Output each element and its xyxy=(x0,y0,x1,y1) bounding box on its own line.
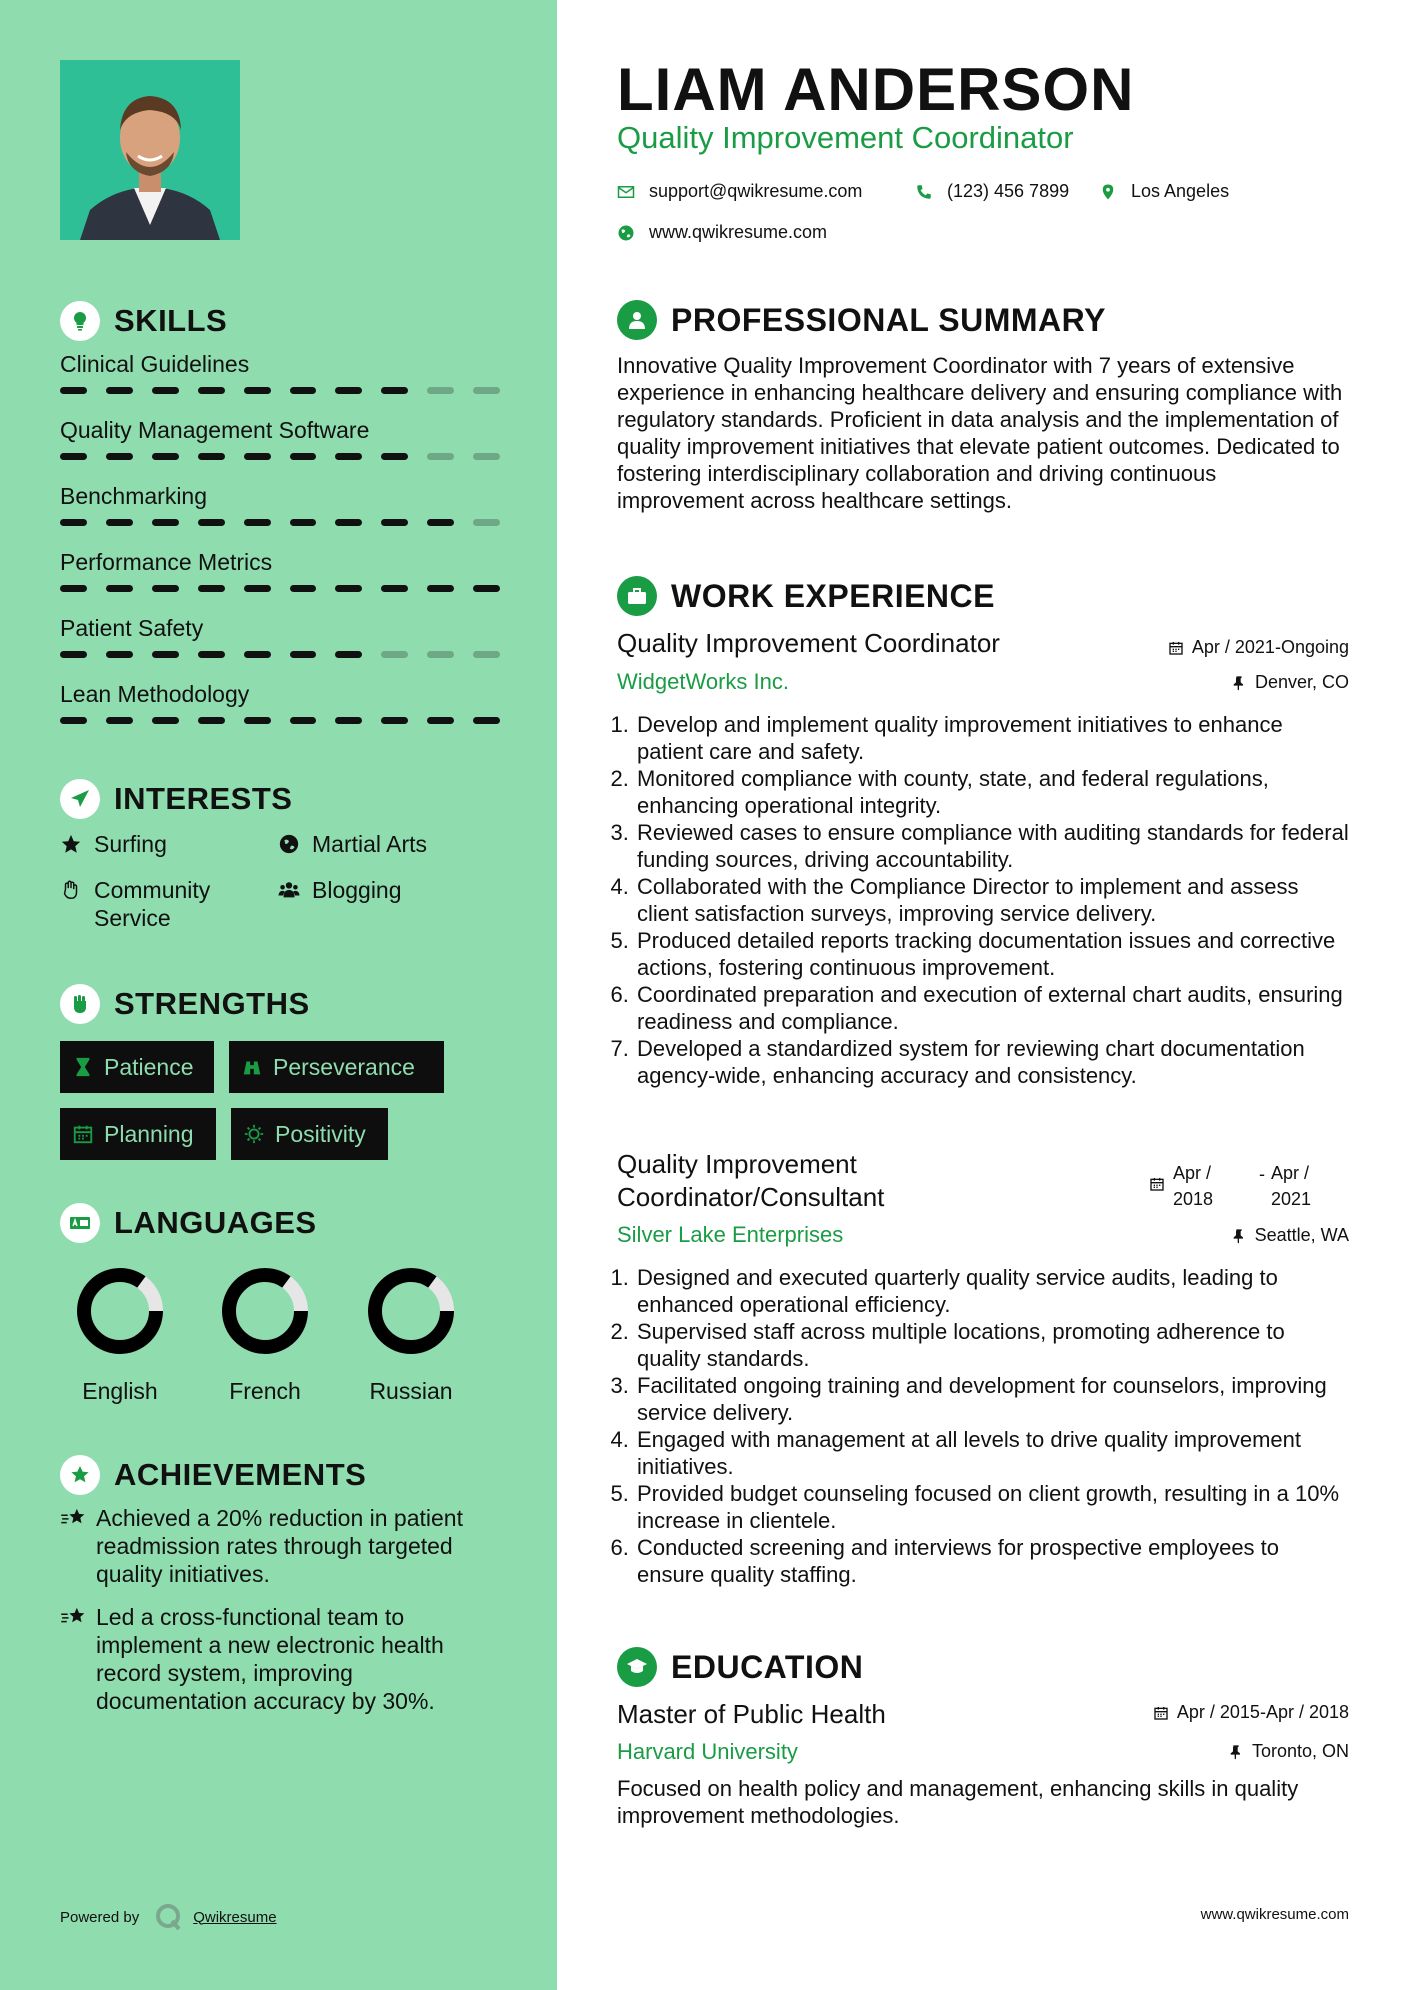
binoculars-icon xyxy=(241,1056,263,1078)
skill-level-dot xyxy=(60,519,87,526)
map-pin-icon xyxy=(1099,183,1117,201)
interest-item xyxy=(60,876,260,932)
interest-item xyxy=(278,830,427,858)
achievements-title: ACHIEVEMENTS xyxy=(114,1457,367,1492)
skill-level-dot xyxy=(473,585,500,592)
summary-text: Innovative Quality Improvement Coordinator with 7 years of extensive experience in enhancing healthcare delivery and ensuring compliance with regulatory standards. Proficient in data analysis and the implementation of quality improvement initiatives that elevate patient outcomes. Dedicated to fostering interdisciplinary collaboration and driving continuous improvement across healthcare settings. xyxy=(617,353,1343,513)
job-bullet: 1. Develop and implement quality improvement initiatives to enhance patient care and safety. xyxy=(635,711,1352,765)
job-bullet: 5. Produced detailed reports tracking documentation issues and corrective actions, fostering continuous improvement. xyxy=(635,927,1352,981)
medal-star-icon xyxy=(60,1455,100,1495)
skill-level-dot xyxy=(244,519,271,526)
school-name: Harvard University xyxy=(617,1739,798,1764)
pushpin-icon xyxy=(1228,1744,1244,1760)
skill-level-dot xyxy=(244,387,271,394)
skill-name: Lean Methodology xyxy=(60,681,250,707)
skill-level-dot xyxy=(381,453,408,460)
job-date-separator: - xyxy=(1259,1164,1265,1184)
skill-level-dot xyxy=(473,717,500,724)
interest-item xyxy=(60,830,167,858)
skill-item xyxy=(60,547,500,592)
skill-name: Patient Safety xyxy=(60,615,204,641)
language-item xyxy=(351,1266,471,1405)
skill-level-dot xyxy=(427,717,454,724)
job-location xyxy=(1231,1225,1349,1246)
interest-label: Community Service xyxy=(94,877,211,931)
job-company: Silver Lake Enterprises xyxy=(617,1222,844,1247)
job-bullets xyxy=(617,711,1352,1089)
skill-level-meter xyxy=(60,585,500,592)
interest-label: Surfing xyxy=(94,831,167,857)
interest-label: Martial Arts xyxy=(312,831,428,857)
skill-level-dot xyxy=(290,387,317,394)
skill-level-dot xyxy=(427,453,454,460)
sidebar xyxy=(0,0,557,1990)
interest-item xyxy=(278,876,402,904)
job-location xyxy=(1231,672,1349,693)
skill-level-dot xyxy=(60,585,87,592)
education-location-text: Toronto, ON xyxy=(1251,1741,1349,1761)
language-level-donut xyxy=(75,1266,165,1356)
calendar-icon xyxy=(1149,1176,1165,1192)
skill-level-dot xyxy=(198,453,225,460)
skill-level-dot xyxy=(198,717,225,724)
skill-level-dot xyxy=(244,717,271,724)
skill-level-dot xyxy=(152,519,179,526)
calendar-icon xyxy=(72,1123,94,1145)
skill-level-dot xyxy=(60,717,87,724)
job-bullet: 1. Designed and executed quarterly quality service audits, leading to enhanced operational efficiency. xyxy=(635,1264,1352,1318)
skill-level-dot xyxy=(106,387,133,394)
job-bullet: 6. Conducted screening and interviews for prospective employees to ensure quality staffing. xyxy=(635,1534,1352,1588)
skill-level-dot xyxy=(152,453,179,460)
languages-title: LANGUAGES xyxy=(114,1205,317,1240)
profile-photo xyxy=(60,60,240,240)
skill-level-dot xyxy=(106,519,133,526)
strength-chip xyxy=(60,1041,214,1093)
skill-level-dot xyxy=(381,519,408,526)
education-title: EDUCATION xyxy=(671,1648,864,1685)
strength-label: Patience xyxy=(104,1053,194,1080)
skill-level-dot xyxy=(473,519,500,526)
strength-label: Perseverance xyxy=(273,1053,415,1080)
skill-level-dot xyxy=(60,453,87,460)
language-name: Russian xyxy=(369,1378,453,1404)
skill-level-meter xyxy=(60,717,500,724)
job-bullets xyxy=(617,1264,1352,1588)
skill-level-dot xyxy=(60,387,87,394)
experience-header xyxy=(617,576,995,616)
job-bullet: 5. Provided budget counseling focused on client growth, resulting in a 10% increase in clientele. xyxy=(635,1480,1352,1534)
job-date-end-text: Apr / 2021 xyxy=(1271,1163,1312,1209)
summary-title: PROFESSIONAL SUMMARY xyxy=(671,301,1106,338)
candidate-role: Quality Improvement Coordinator xyxy=(617,120,1074,155)
strength-chip xyxy=(60,1108,216,1160)
contact-website[interactable] xyxy=(617,222,827,243)
skill-name: Quality Management Software xyxy=(60,417,370,443)
contact-phone[interactable] xyxy=(915,181,1069,202)
skill-level-dot xyxy=(152,387,179,394)
experience-title: WORK EXPERIENCE xyxy=(671,577,995,614)
skill-level-dot xyxy=(427,519,454,526)
paper-plane-icon xyxy=(60,779,100,819)
shooting-star-icon xyxy=(60,1504,96,1588)
job-dates xyxy=(1168,637,1349,658)
hand-icon xyxy=(60,876,86,904)
hourglass-icon xyxy=(72,1056,94,1078)
skill-level-dot xyxy=(106,585,133,592)
contact-email[interactable] xyxy=(617,181,862,202)
skill-level-dot xyxy=(473,453,500,460)
star-icon xyxy=(60,830,86,858)
language-item xyxy=(205,1266,325,1405)
language-level-donut xyxy=(366,1266,456,1356)
lightbulb-icon xyxy=(60,301,100,341)
interests-header xyxy=(60,779,292,819)
skill-level-meter xyxy=(60,453,500,460)
skill-level-dot xyxy=(290,651,317,658)
sun-icon xyxy=(243,1123,265,1145)
briefcase-icon xyxy=(617,576,657,616)
skill-level-dot xyxy=(473,651,500,658)
calendar-icon xyxy=(1168,640,1184,656)
strength-label: Positivity xyxy=(275,1120,366,1147)
interest-label: Blogging xyxy=(312,877,402,903)
strength-label: Planning xyxy=(104,1120,194,1147)
contact-location xyxy=(1099,181,1229,202)
job-bullet: 7. Developed a standardized system for reviewing chart documentation agency-wide, enhancing accuracy and consistency. xyxy=(635,1035,1352,1089)
skill-level-dot xyxy=(290,585,317,592)
education-header xyxy=(617,1647,863,1687)
interests-title: INTERESTS xyxy=(114,781,293,816)
job-date-start xyxy=(1149,1160,1217,1212)
envelope-icon xyxy=(617,183,635,201)
job-date-start-text: Apr / 2018 xyxy=(1173,1163,1214,1209)
phone-text: (123) 456 7899 xyxy=(947,181,1070,201)
job-bullet: 4. Collaborated with the Compliance Director to implement and assess client satisfaction surveys, improving service delivery. xyxy=(635,873,1352,927)
skill-level-dot xyxy=(427,651,454,658)
skill-level-dot xyxy=(381,717,408,724)
skill-level-dot xyxy=(335,453,362,460)
education-location xyxy=(1228,1741,1349,1762)
skill-level-dot xyxy=(290,453,317,460)
skill-item xyxy=(60,415,500,460)
strength-chip xyxy=(229,1041,444,1093)
skill-level-dot xyxy=(427,387,454,394)
skill-level-dot xyxy=(198,651,225,658)
job-bullet: 3. Facilitated ongoing training and development for counselors, improving service delivery. xyxy=(635,1372,1352,1426)
skill-level-dot xyxy=(198,519,225,526)
skill-level-dot xyxy=(473,387,500,394)
job-bullet: 2. Monitored compliance with county, state, and federal regulations, enhancing operational integrity. xyxy=(635,765,1352,819)
users-icon xyxy=(278,876,304,904)
skill-level-dot xyxy=(152,585,179,592)
job-company: WidgetWorks Inc. xyxy=(617,669,789,694)
education-text: Focused on health policy and management, enhancing skills in quality improvement methodologies. xyxy=(617,1776,1299,1828)
skill-level-meter xyxy=(60,387,500,394)
summary-header xyxy=(617,300,1106,340)
achievement-item xyxy=(60,1603,510,1715)
skill-level-dot xyxy=(290,717,317,724)
skill-level-dot xyxy=(335,519,362,526)
job-bullet: 4. Engaged with management at all levels to drive quality improvement initiatives. xyxy=(635,1426,1352,1480)
skill-level-dot xyxy=(381,585,408,592)
skill-item xyxy=(60,613,500,658)
shooting-star-icon xyxy=(60,1603,96,1715)
candidate-name: LIAM ANDERSON xyxy=(617,56,1135,123)
skill-level-dot xyxy=(244,651,271,658)
skill-level-dot xyxy=(106,453,133,460)
skill-level-dot xyxy=(106,651,133,658)
skill-level-dot xyxy=(152,717,179,724)
job-dates-text: Apr / 2021-Ongoing xyxy=(1191,637,1349,657)
email-text: support@qwikresume.com xyxy=(649,181,863,201)
achievements-header xyxy=(60,1455,366,1495)
skill-level-meter xyxy=(60,651,500,658)
job-bullet: 2. Supervised staff across multiple locations, promoting adherence to quality standards. xyxy=(635,1318,1352,1372)
achievement-text: Led a cross-functional team to implement a new electronic health record system, improving documentation accuracy by 30%. xyxy=(96,1604,444,1714)
skill-level-dot xyxy=(335,717,362,724)
achievement-text: Achieved a 20% reduction in patient readmission rates through targeted quality initiatives. xyxy=(96,1505,463,1587)
language-name: English xyxy=(82,1378,158,1404)
skill-level-dot xyxy=(244,585,271,592)
skill-name: Performance Metrics xyxy=(60,549,273,575)
skill-level-dot xyxy=(381,387,408,394)
skill-level-meter xyxy=(60,519,500,526)
qwikresume-link[interactable]: Qwikresume xyxy=(193,1908,277,1926)
phone-icon xyxy=(915,183,933,201)
language-level-donut xyxy=(220,1266,310,1356)
skills-title: SKILLS xyxy=(114,303,228,338)
skill-level-dot xyxy=(244,453,271,460)
language-item xyxy=(60,1266,180,1405)
languages-header xyxy=(60,1203,317,1243)
powered-by xyxy=(60,1902,277,1932)
skill-level-dot xyxy=(335,585,362,592)
strengths-title: STRENGTHS xyxy=(114,986,310,1021)
job-title: Quality Improvement Coordinator/Consultant xyxy=(617,1149,885,1212)
skill-level-dot xyxy=(152,651,179,658)
language-name: French xyxy=(229,1378,301,1404)
globe-icon xyxy=(278,830,304,858)
job-bullet: 6. Coordinated preparation and execution of external chart audits, ensuring readiness and compliance. xyxy=(635,981,1352,1035)
user-icon xyxy=(617,300,657,340)
footer-url[interactable]: www.qwikresume.com xyxy=(1200,1906,1349,1923)
location-text: Los Angeles xyxy=(1131,181,1230,201)
job-location-text: Denver, CO xyxy=(1254,672,1349,692)
skill-name: Clinical Guidelines xyxy=(60,351,250,377)
skill-item xyxy=(60,481,500,526)
fist-icon xyxy=(60,984,100,1024)
job-title: Quality Improvement Coordinator xyxy=(617,628,1000,658)
skill-level-dot xyxy=(427,585,454,592)
skill-level-dot xyxy=(335,387,362,394)
skill-level-dot xyxy=(335,651,362,658)
degree-title: Master of Public Health xyxy=(617,1699,886,1729)
skill-level-dot xyxy=(198,585,225,592)
strength-chip xyxy=(231,1108,388,1160)
website-text: www.qwikresume.com xyxy=(649,222,828,242)
powered-by-label: Powered by xyxy=(60,1908,140,1926)
skill-level-dot xyxy=(60,651,87,658)
education-dates-text: Apr / 2015-Apr / 2018 xyxy=(1176,1702,1349,1722)
language-icon xyxy=(60,1203,100,1243)
skill-level-dot xyxy=(381,651,408,658)
education-dates xyxy=(1153,1702,1349,1723)
job-date-end xyxy=(1271,1160,1315,1212)
job-location-text: Seattle, WA xyxy=(1254,1225,1349,1245)
skill-item xyxy=(60,679,500,724)
skill-level-dot xyxy=(198,387,225,394)
pushpin-icon xyxy=(1231,1228,1247,1244)
strengths-header xyxy=(60,984,310,1024)
skill-item xyxy=(60,349,500,394)
pushpin-icon xyxy=(1231,675,1247,691)
skill-level-dot xyxy=(290,519,317,526)
qwikresume-logo-icon xyxy=(153,1902,183,1932)
skill-level-dot xyxy=(106,717,133,724)
globe-icon xyxy=(617,224,635,242)
skill-name: Benchmarking xyxy=(60,483,208,509)
graduation-icon xyxy=(617,1647,657,1687)
achievement-item xyxy=(60,1504,510,1588)
job-bullet: 3. Reviewed cases to ensure compliance with auditing standards for federal funding sources, driving accountability. xyxy=(635,819,1352,873)
calendar-icon xyxy=(1153,1705,1169,1721)
skills-header xyxy=(60,301,227,341)
